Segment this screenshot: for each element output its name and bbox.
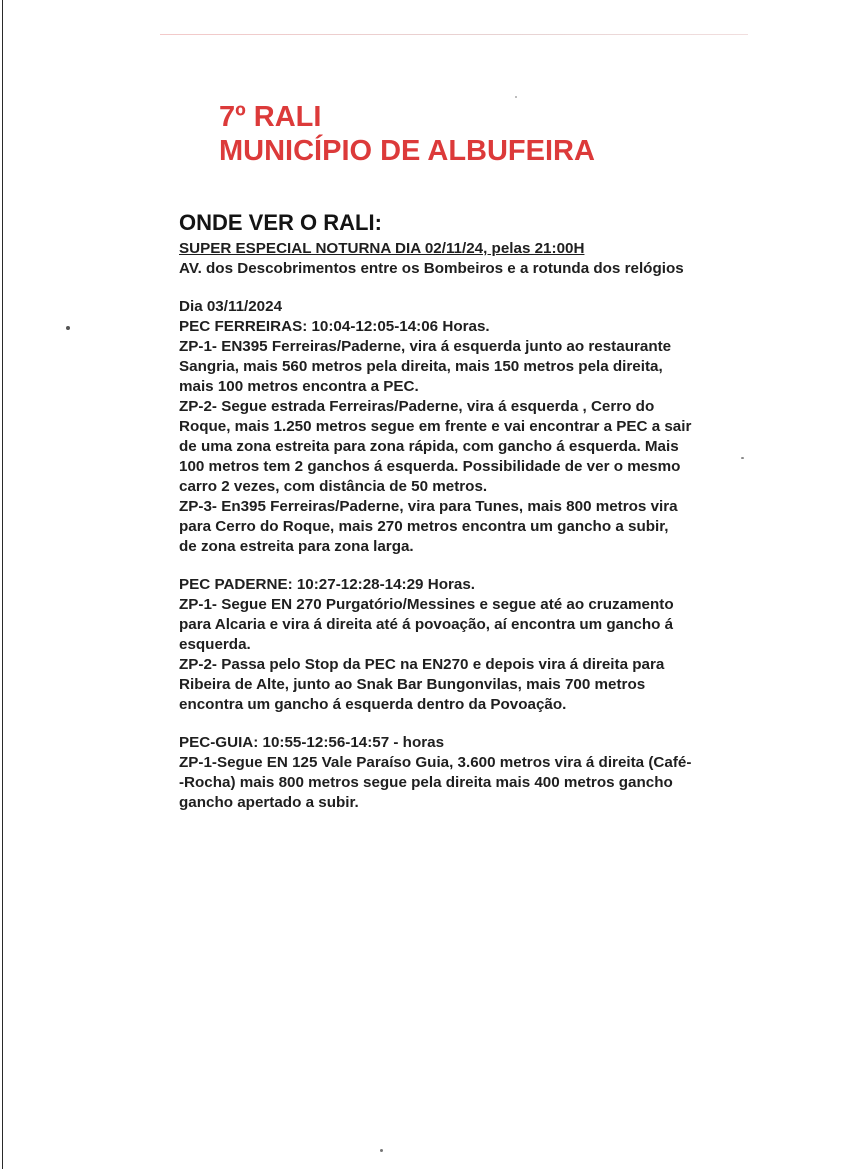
pec-paderne-block [179,575,739,715]
title-line-2: MUNICÍPIO DE ALBUFEIRA [219,135,595,167]
super-especial-title: SUPER ESPECIAL NOTURNA DIA 02/11/24, pelas 21:00H [179,240,585,257]
page-title [219,100,595,168]
pec-paderne-line: para Alcaria e vira á direita até á povoação, aí encontra um gancho á [179,616,674,633]
pec-ferreiras-line: ZP-1- EN395 Ferreiras/Paderne, vira á esquerda junto ao restaurante [179,338,672,355]
pec-paderne-line: ZP-1- Segue EN 270 Purgatório/Messines e segue até ao cruzamento [179,596,674,613]
section-heading: ONDE VER O RALI: [179,210,382,235]
spacer [179,279,739,297]
pec-ferreiras-line: de zona estreita para zona larga. [179,538,414,555]
pec-ferreiras-line: Sangria, mais 560 metros pela direita, mais 150 metros pela direita, [179,358,663,375]
pec-paderne-line: ZP-2- Passa pelo Stop da PEC na EN270 e depois vira á direita para [179,656,665,673]
pec-guia-line: ZP-1-Segue EN 125 Vale Paraíso Guia, 3.600 metros vira á direita (Café- [179,754,692,771]
pec-guia-line: -Rocha) mais 800 metros segue pela direita mais 400 metros gancho [179,774,673,791]
pec-ferreiras-line: mais 100 metros encontra a PEC. [179,378,419,395]
pec-guia-header: PEC-GUIA: 10:55-12:56-14:57 - horas [179,734,445,751]
pec-ferreiras-line: ZP-3- En395 Ferreiras/Paderne, vira para Tunes, mais 800 metros vira [179,498,678,515]
scan-edge-left [2,0,3,1169]
scan-speck [741,457,744,459]
scan-speck [380,1149,383,1152]
pec-ferreiras-line: de uma zona estreita para zona rápida, com gancho á esquerda. Mais [179,438,679,455]
pec-guia-line: gancho apertado a subir. [179,794,359,811]
day-label: Dia 03/11/2024 [179,298,283,315]
pec-paderne-line: Ribeira de Alte, junto ao Snak Bar Bungonvilas, mais 700 metros [179,676,646,693]
document-body [179,209,739,813]
pec-ferreiras-line: para Cerro do Roque, mais 270 metros encontra um gancho a subir, [179,518,669,535]
pec-ferreiras-line: carro 2 vezes, com distância de 50 metros. [179,478,488,495]
spacer [179,715,739,733]
title-line-1: 7º RALI [219,101,322,133]
pec-ferreiras-header: PEC FERREIRAS: 10:04-12:05-14:06 Horas. [179,318,490,335]
pec-ferreiras-line: ZP-2- Segue estrada Ferreiras/Paderne, vira á esquerda , Cerro do [179,398,655,415]
pec-paderne-line: encontra um gancho á esquerda dentro da Povoação. [179,696,567,713]
pec-paderne-header: PEC PADERNE: 10:27-12:28-14:29 Horas. [179,576,475,593]
scan-top-rule [160,34,748,35]
pec-ferreiras-line: 100 metros tem 2 ganchos á esquerda. Possibilidade de ver o mesmo [179,458,681,475]
scan-speck [515,96,517,98]
scan-speck [66,326,70,330]
pec-ferreiras-block [179,317,739,557]
pec-guia-block [179,733,739,813]
spacer [179,557,739,575]
pec-ferreiras-line: Roque, mais 1.250 metros segue em frente e vai encontrar a PEC a sair [179,418,692,435]
super-especial-location: AV. dos Descobrimentos entre os Bombeiros e a rotunda dos relógios [179,260,684,277]
pec-paderne-line: esquerda. [179,636,251,653]
super-especial-block [179,239,739,279]
